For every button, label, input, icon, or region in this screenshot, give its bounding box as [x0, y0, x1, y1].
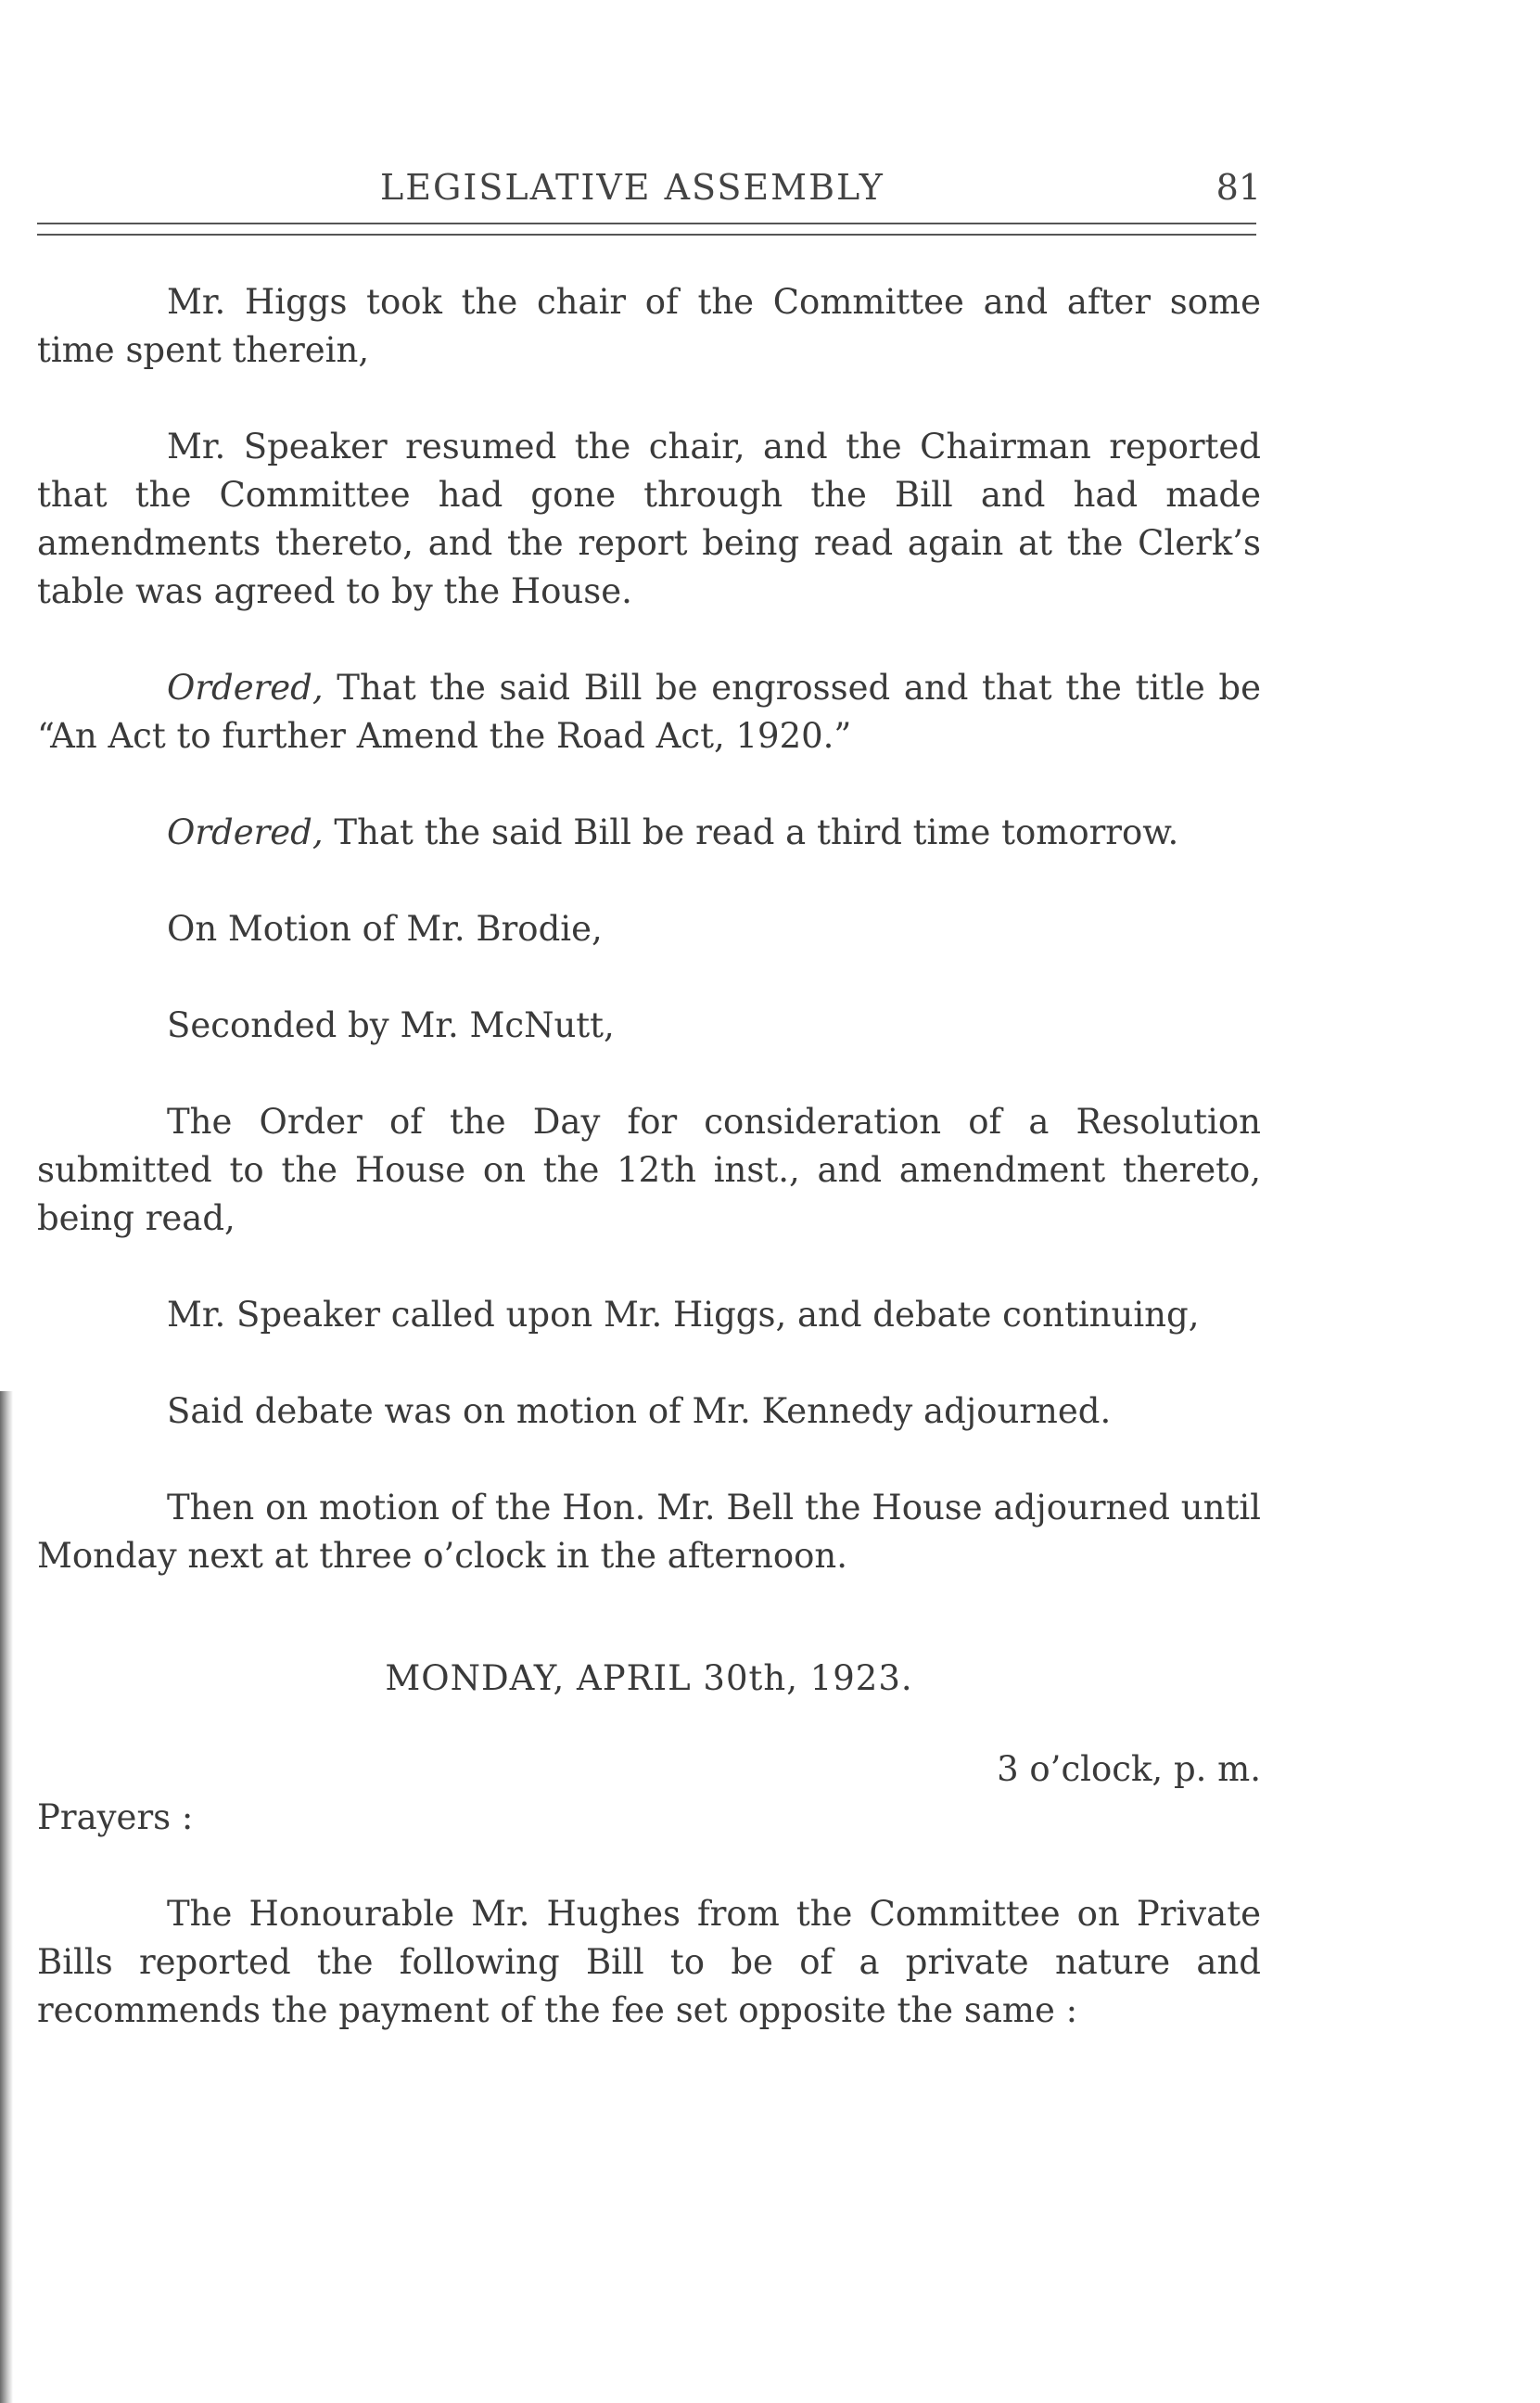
- paragraph-motion: On Motion of Mr. Brodie,: [167, 909, 603, 949]
- ordered-lead: Ordered,: [167, 668, 324, 708]
- sitting-date-heading: MONDAY, APRIL 30th, 1923.: [385, 1658, 913, 1698]
- ordered-lead: Ordered,: [167, 812, 324, 852]
- paragraph-private-bills-report: The Honourable Mr. Hughes from the Committee on Private Bills reported the following Bill to be of a private nature and recommends the payment of the fee set opposite the same :: [37, 1894, 1261, 2030]
- sitting-time: 3 o’clock, p. m.: [997, 1749, 1261, 1789]
- paragraph-house-adjourned: Then on motion of the Hon. Mr. Bell the House adjourned until Monday next at three o’clock in the afternoon.: [37, 1488, 1261, 1576]
- order-third-reading-text: That the said Bill be read a third time tomorrow.: [323, 812, 1179, 852]
- header-double-rule: [37, 223, 1256, 236]
- paragraph-order-third-reading: [37, 809, 1261, 857]
- order-engrossed-text: That the said Bill be engrossed and that the title be “An Act to further Amend the Road Act, 1920.”: [37, 668, 1261, 756]
- journal-body: [37, 278, 1261, 2035]
- paragraph-debate-adjourned: Said debate was on motion of Mr. Kennedy adjourned.: [167, 1391, 1112, 1431]
- paragraph-order-engrossed: [37, 664, 1261, 761]
- running-title: LEGISLATIVE ASSEMBLY: [380, 167, 885, 208]
- page-number: 81: [1215, 167, 1261, 208]
- prayers-line: Prayers :: [37, 1797, 194, 1837]
- running-header: [37, 167, 1261, 213]
- paragraph-order-of-day: The Order of the Day for consideration of a Resolution submitted to the House on the 12th inst., and amendment thereto, being read,: [37, 1102, 1261, 1238]
- paragraph-chairman-report: Mr. Speaker resumed the chair, and the Chairman reported that the Committee had gone through the Bill and had made amendments thereto, and the report being read again at the Clerk’s table was agreed to by the House.: [37, 427, 1261, 611]
- paragraph-seconded: Seconded by Mr. McNutt,: [167, 1005, 615, 1045]
- paragraph-speaker-called: Mr. Speaker called upon Mr. Higgs, and debate continuing,: [167, 1295, 1200, 1335]
- page-binding-shadow: [0, 1391, 13, 2403]
- paragraph-committee-chair: Mr. Higgs took the chair of the Committee and after some time spent therein,: [37, 282, 1261, 370]
